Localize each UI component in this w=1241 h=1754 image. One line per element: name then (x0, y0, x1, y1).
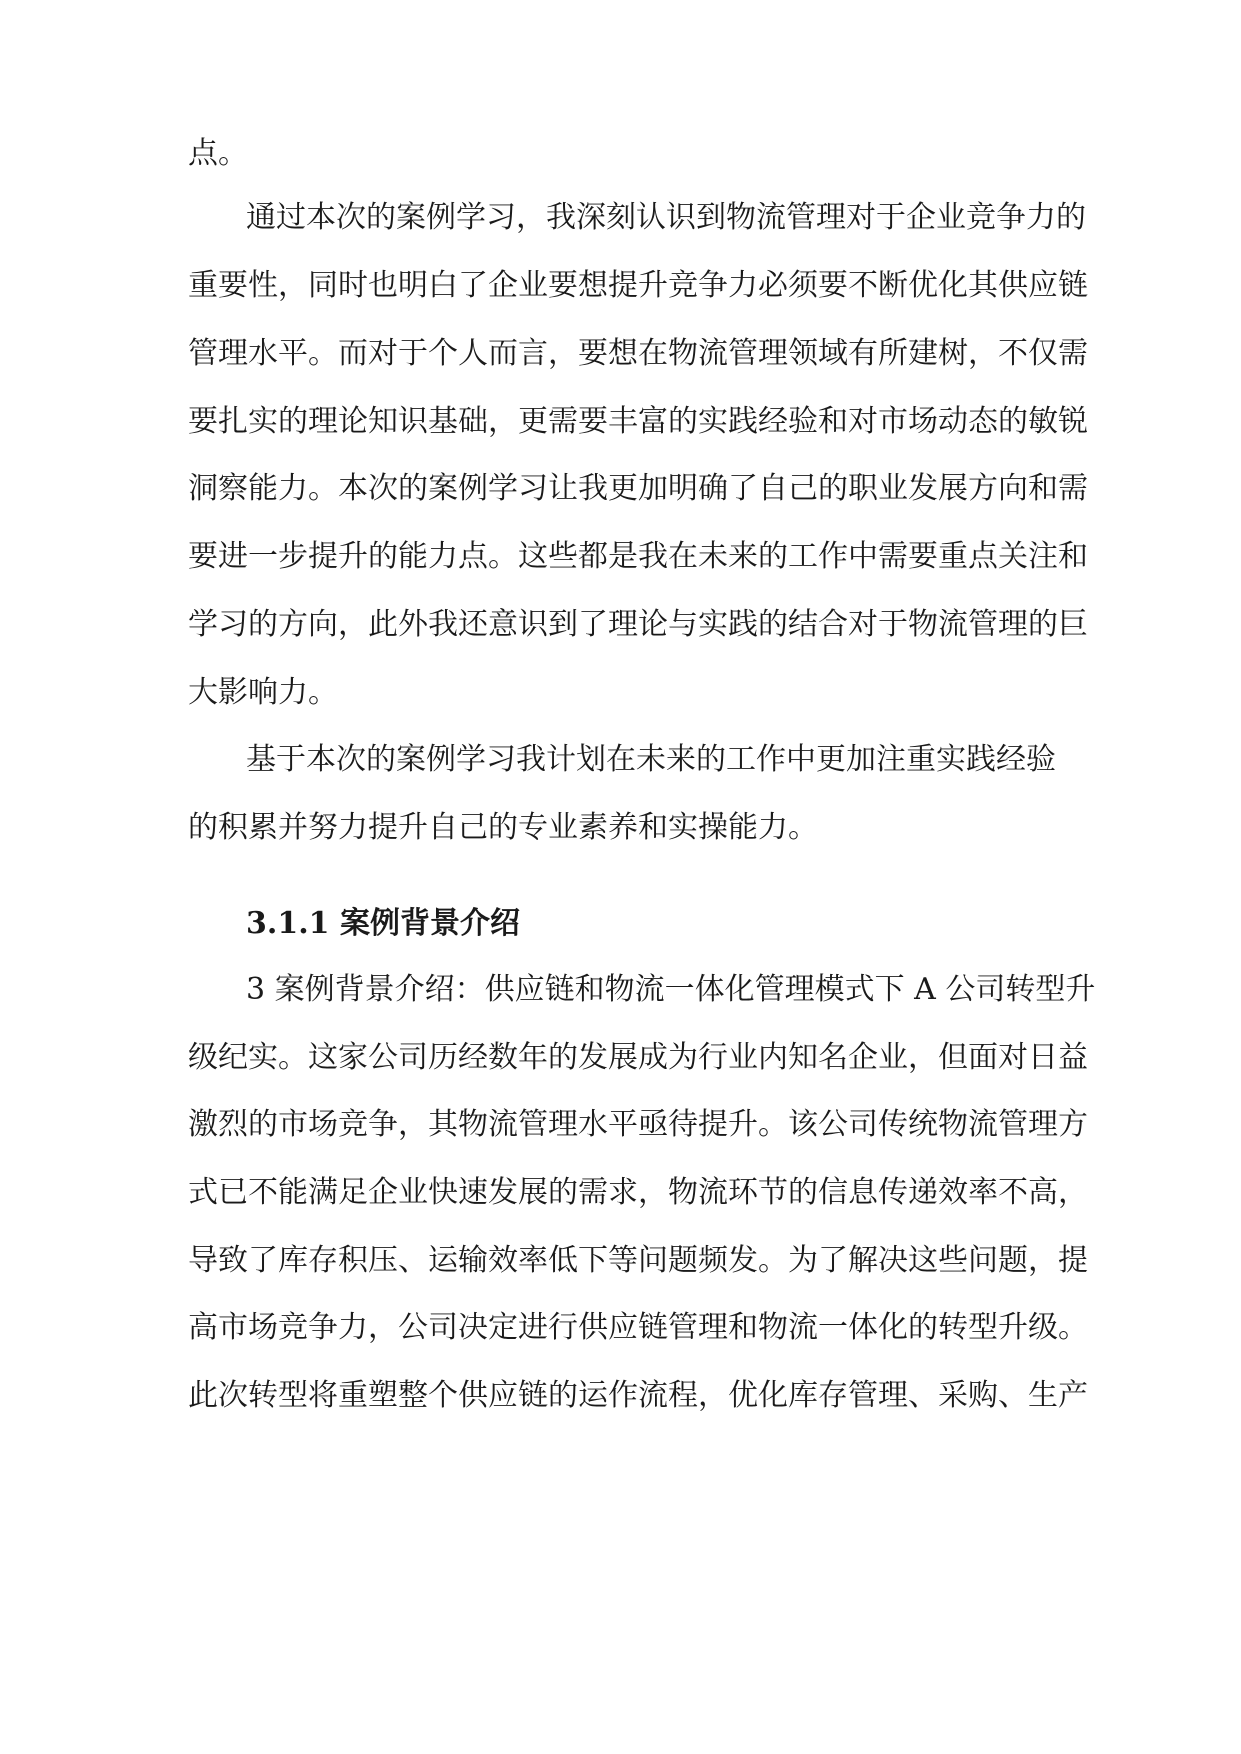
paragraph-1-line-4: 要扎实的理论知识基础，更需要丰富的实践经验和对市场动态的敏锐 (188, 404, 1088, 439)
paragraph-1-line-1: 通过本次的案例学习，我深刻认识到物流管理对于企业竞争力的 (246, 200, 1086, 235)
paragraph-1-line-5: 洞察能力。本次的案例学习让我更加明确了自己的职业发展方向和需 (188, 471, 1088, 506)
paragraph-3-line-1: 3 案例背景介绍：供应链和物流一体化管理模式下 A 公司转型升 (246, 972, 1096, 1007)
paragraph-1-line-7: 学习的方向，此外我还意识到了理论与实践的结合对于物流管理的巨 (188, 607, 1088, 642)
paragraph-3-line-4: 式已不能满足企业快速发展的需求，物流环节的信息传递效率不高， (188, 1175, 1088, 1210)
paragraph-3-line-6: 高市场竞争力，公司决定进行供应链管理和物流一体化的转型升级。 (188, 1310, 1088, 1345)
paragraph-1-line-3: 管理水平。而对于个人而言，要想在物流管理领域有所建树，不仅需 (188, 336, 1088, 371)
paragraph-1-line-6: 要进一步提升的能力点。这些都是我在未来的工作中需要重点关注和 (188, 539, 1088, 574)
paragraph-3-line-3: 激烈的市场竞争，其物流管理水平亟待提升。该公司传统物流管理方 (188, 1107, 1088, 1142)
paragraph-3-line-7: 此次转型将重塑整个供应链的运作流程，优化库存管理、采购、生产 (188, 1378, 1088, 1413)
paragraph-1-line-2: 重要性，同时也明白了企业要想提升竞争力必须要不断优化其供应链 (188, 268, 1088, 303)
paragraph-3-line-5: 导致了库存积压、运输效率低下等问题频发。为了解决这些问题，提 (188, 1243, 1088, 1278)
paragraph-2-line-1: 基于本次的案例学习我计划在未来的工作中更加注重实践经验 (246, 742, 1056, 777)
paragraph-3-line-2: 级纪实。这家公司历经数年的发展成为行业内知名企业，但面对日益 (188, 1040, 1088, 1075)
section-heading: 3.1.1 案例背景介绍 (246, 906, 520, 941)
paragraph-continuation: 点。 (188, 136, 248, 171)
paragraph-1-line-8: 大影响力。 (188, 675, 338, 710)
paragraph-2-line-2: 的积累并努力提升自己的专业素养和实操能力。 (188, 810, 818, 845)
